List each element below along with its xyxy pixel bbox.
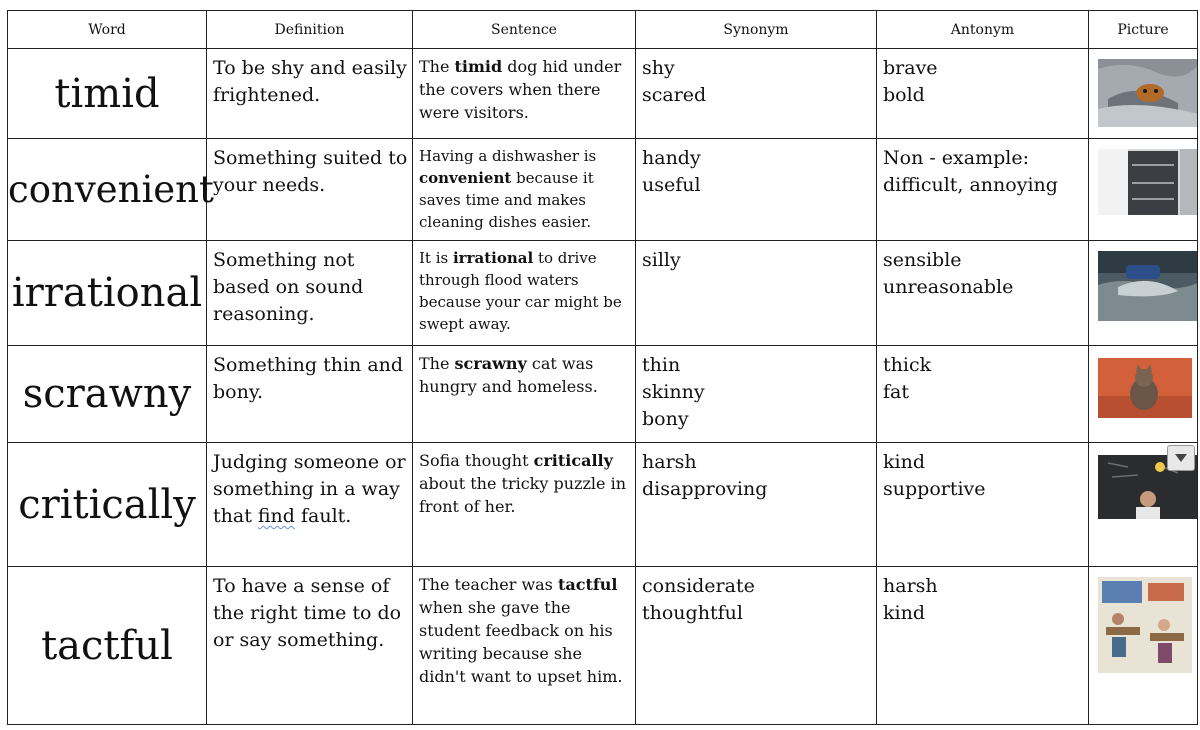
picture-cell	[1089, 567, 1198, 725]
antonym-cell	[877, 346, 1089, 443]
vocab-word: tactful	[8, 567, 207, 725]
sentence-cell: The teacher was tactful when she gave the student feedback on his writing because she didn't want to upset him.	[413, 567, 636, 725]
table-row	[8, 346, 1198, 443]
synonym-item: disapproving	[642, 478, 768, 500]
dishwasher-photo[interactable]	[1098, 149, 1198, 215]
synonym-item: shy	[642, 57, 675, 79]
antonym-item: kind	[883, 451, 925, 473]
synonym-cell	[636, 49, 877, 139]
header-definition: Definition	[207, 11, 413, 49]
synonym-item: bony	[642, 408, 689, 430]
picture-cell	[1089, 241, 1198, 346]
antonym-item: difficult, annoying	[883, 174, 1058, 196]
definition-cell: To be shy and easily frightened.	[207, 49, 413, 139]
definition-cell: To have a sense of the right time to do or say something.	[207, 567, 413, 725]
car-in-flood-photo[interactable]	[1098, 251, 1198, 321]
picture-cell	[1089, 443, 1198, 567]
thin-cat-photo[interactable]	[1098, 358, 1192, 418]
synonym-item: thin	[642, 354, 681, 376]
antonym-item: sensible	[883, 249, 962, 271]
vocab-word: convenient	[8, 139, 207, 241]
picture-cell	[1089, 139, 1198, 241]
antonym-item: kind	[883, 602, 925, 624]
synonym-cell	[636, 346, 877, 443]
synonym-cell	[636, 443, 877, 567]
table-row	[8, 567, 1198, 725]
definition-cell: Something suited to your needs.	[207, 139, 413, 241]
synonym-item: thoughtful	[642, 602, 743, 624]
synonym-item: useful	[642, 174, 701, 196]
table-row	[8, 443, 1198, 567]
vocabulary-table	[7, 10, 1198, 725]
header-antonym: Antonym	[877, 11, 1089, 49]
antonym-item: bold	[883, 84, 925, 106]
sentence-cell: Sofia thought critically about the tricky puzzle in front of her.	[413, 443, 636, 567]
antonym-cell	[877, 241, 1089, 346]
header-sentence: Sentence	[413, 11, 636, 49]
header-synonym: Synonym	[636, 11, 877, 49]
antonym-cell	[877, 139, 1089, 241]
synonym-item: handy	[642, 147, 701, 169]
sentence-cell: It is irrational to drive through flood waters because your car might be swept away.	[413, 241, 636, 346]
synonym-item: considerate	[642, 575, 755, 597]
dog-under-blanket-photo[interactable]	[1098, 59, 1198, 127]
table-row	[8, 49, 1198, 139]
definition-cell: Something thin and bony.	[207, 346, 413, 443]
sentence-cell: The scrawny cat was hungry and homeless.	[413, 346, 636, 443]
vocab-word: irrational	[8, 241, 207, 346]
header-picture: Picture	[1089, 11, 1198, 49]
table-row	[8, 139, 1198, 241]
antonym-cell	[877, 567, 1089, 725]
vocab-word: critically	[8, 443, 207, 567]
vocab-word: timid	[8, 49, 207, 139]
definition-cell: Judging someone or something in a way that find fault.	[207, 443, 413, 567]
spellcheck-flagged-word[interactable]: find	[257, 505, 295, 527]
table-row	[8, 241, 1198, 346]
antonym-item: thick	[883, 354, 932, 376]
definition-cell: Something not based on sound reasoning.	[207, 241, 413, 346]
picture-cell	[1089, 346, 1198, 443]
antonym-item: harsh	[883, 575, 938, 597]
antonym-cell	[877, 443, 1089, 567]
synonym-cell	[636, 567, 877, 725]
antonym-item: unreasonable	[883, 276, 1014, 298]
antonym-item: fat	[883, 381, 909, 403]
synonym-item: scared	[642, 84, 707, 106]
sentence-cell: The timid dog hid under the covers when there were visitors.	[413, 49, 636, 139]
picture-cell	[1089, 49, 1198, 139]
vocab-word: scrawny	[8, 346, 207, 443]
synonym-item: silly	[642, 249, 681, 271]
synonym-item: skinny	[642, 381, 705, 403]
antonym-item: brave	[883, 57, 938, 79]
sentence-cell: Having a dishwasher is convenient because it saves time and makes cleaning dishes easier.	[413, 139, 636, 241]
header-row	[8, 11, 1198, 49]
header-word: Word	[8, 11, 207, 49]
antonym-cell	[877, 49, 1089, 139]
antonym-item: supportive	[883, 478, 986, 500]
classroom-photo[interactable]	[1098, 577, 1192, 673]
synonym-cell	[636, 139, 877, 241]
image-options-dropdown-button[interactable]	[1167, 445, 1195, 471]
antonym-item: Non - example:	[883, 147, 1029, 169]
synonym-item: harsh	[642, 451, 697, 473]
synonym-cell	[636, 241, 877, 346]
